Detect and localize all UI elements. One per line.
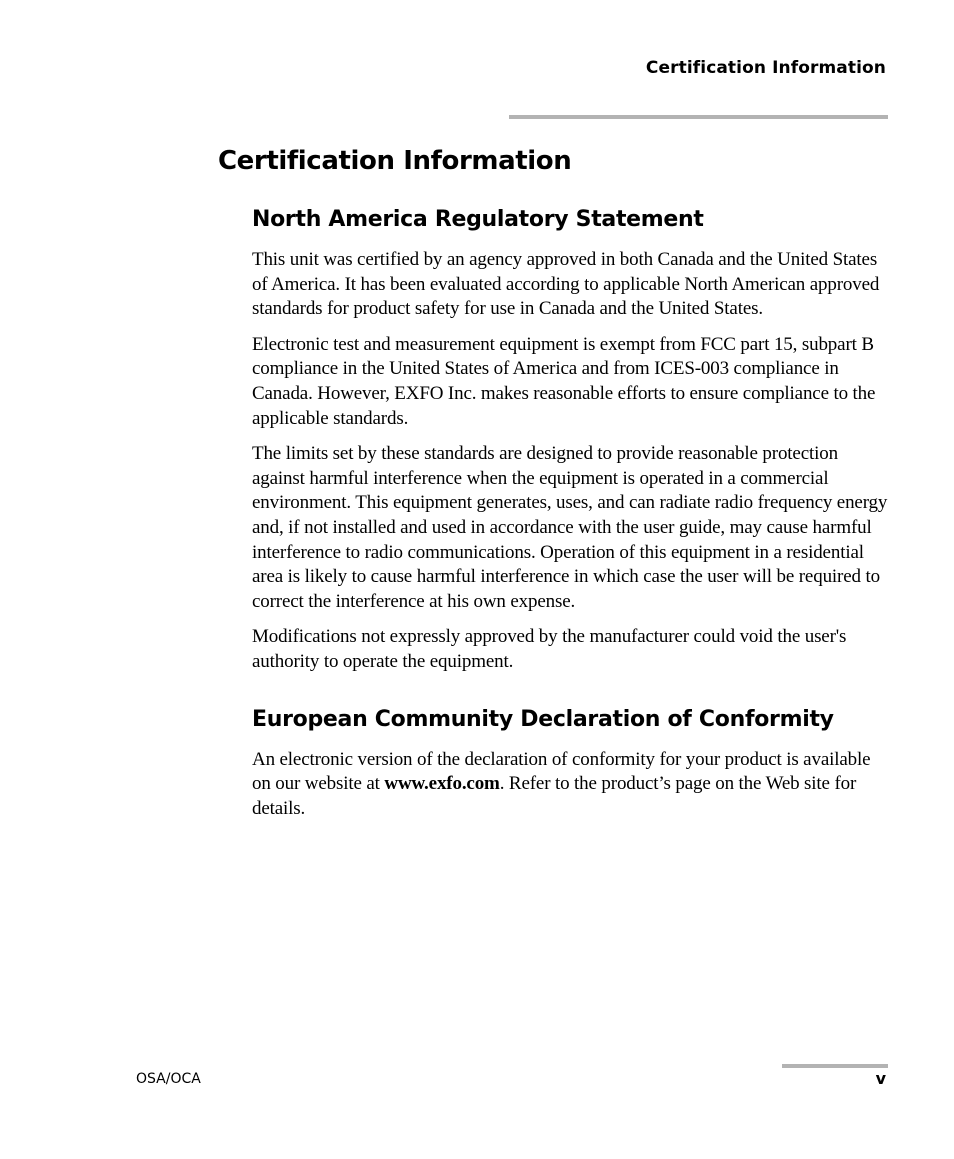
- declaration-text-end: . Refer to the product’s page on the Web site for details.: [252, 773, 857, 819]
- declaration-text-start: An electronic version of the declaration of conformity for your product is available on our website at: [252, 748, 871, 795]
- running-header-title: Certification Information: [645, 58, 886, 78]
- page-content: [252, 205, 888, 832]
- section-heading-european-conformity: European Community Declaration of Conformity: [252, 706, 834, 732]
- footer-page-number: v: [875, 1069, 886, 1088]
- footer-product-name: OSA/OCA: [136, 1071, 201, 1087]
- website-link[interactable]: www.exfo.com: [384, 773, 500, 795]
- page-title: Certification Information: [218, 146, 572, 176]
- paragraph-declaration: [252, 748, 888, 822]
- header-rule: [509, 115, 888, 119]
- paragraph-fcc-exemption: Electronic test and measurement equipment is exempt from FCC part 15, subpart B compliance in the United States of America and from ICES-003 compliance in Canada. However, EXFO Inc. makes reasonable efforts to ensure compliance to the applicable standards.: [252, 333, 876, 429]
- paragraph-modifications: Modifications not expressly approved by the manufacturer could void the user's authority to operate the equipment.: [252, 626, 847, 672]
- paragraph-certification: This unit was certified by an agency approved in both Canada and the United States of America. It has been evaluated according to applicable North American approved standards for product safety for use in Canada and the United States.: [252, 249, 880, 320]
- paragraph-interference-limits: The limits set by these standards are designed to provide reasonable protection against harmful interference when the equipment is operated in a commercial environment. This equipment generates, uses, and can radiate radio frequency energy and, if not installed and used in accordance with the user guide, may cause harmful interference to radio communications. Operation of this equipment in a residential area is likely to cause harmful interference in which case the user will be required to correct the interference at his own expense.: [252, 443, 888, 612]
- section-heading-north-america: North America Regulatory Statement: [252, 207, 704, 232]
- footer-rule: [782, 1064, 888, 1068]
